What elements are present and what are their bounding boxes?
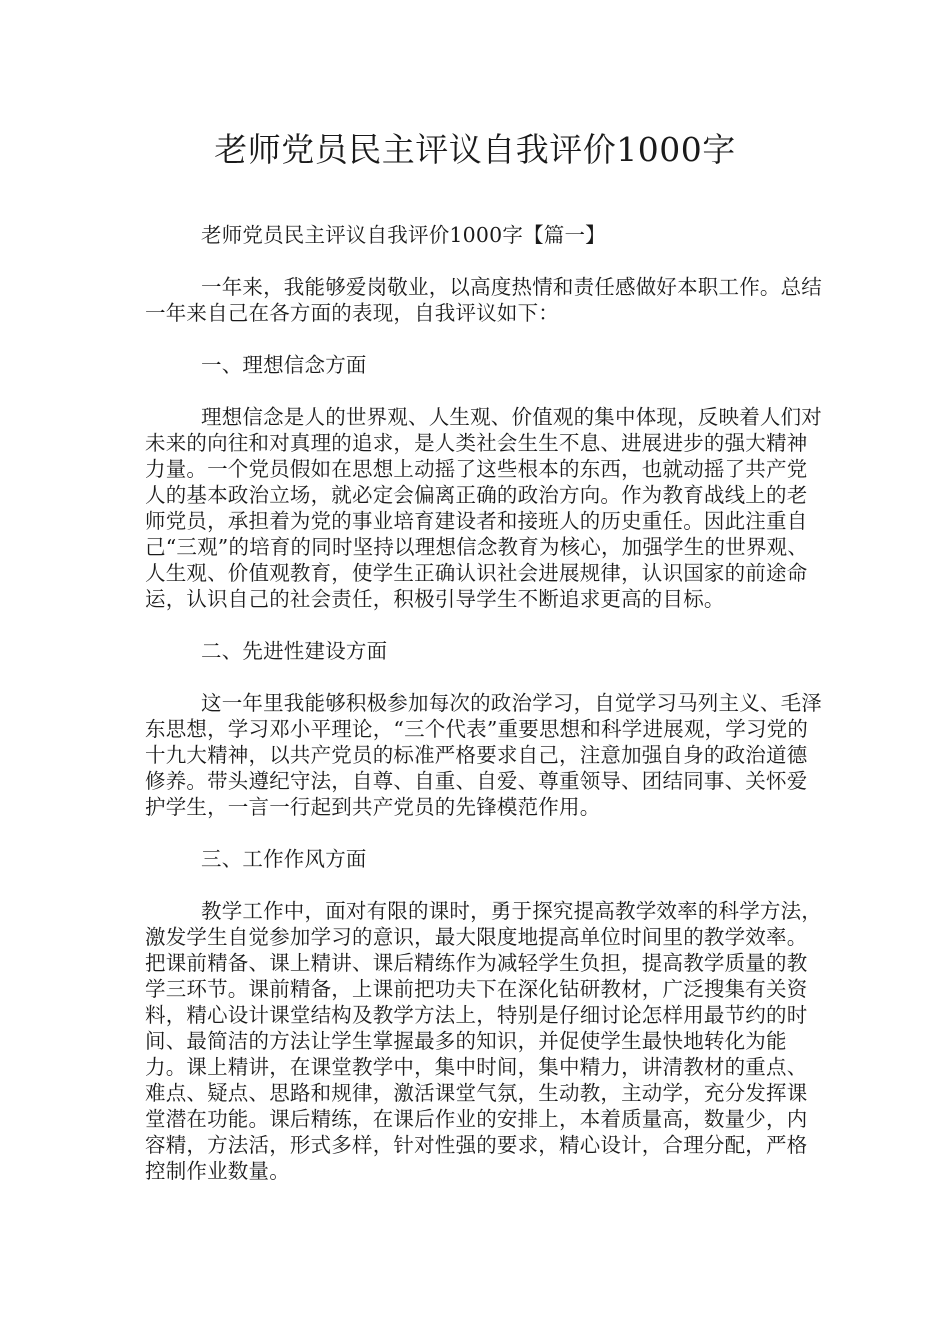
section-heading-1: 一、理想信念方面 [201, 353, 367, 377]
section-body-2: 这一年里我能够积极参加每次的政治学习，自觉学习马列主义、毛泽东思想，学习邓小平理论，“三个代表”重要思想和科学进展观，学习党的十九大精神，以共产党员的标准严格要求自己，注意加强自身的政治道德修养。带头遵纪守法，自尊、自重、自爱、尊重领导、团结同事、关怀爱护学生，一言一行起到共产党员的先锋模范作用。 [145, 691, 822, 819]
spacer [145, 248, 825, 274]
spacer [145, 820, 825, 846]
spacer [145, 612, 825, 638]
intro-paragraph: 一年来，我能够爱岗敬业，以高度热情和责任感做好本职工作。总结一年来自己在各方面的表现，自我评议如下： [145, 275, 822, 325]
spacer [145, 326, 825, 352]
spacer [145, 664, 825, 690]
spacer [145, 872, 825, 898]
document-body [145, 222, 825, 1184]
document-title: 老师党员民主评议自我评价1000字 [214, 130, 736, 169]
section-heading-3: 三、工作作风方面 [201, 847, 367, 871]
section-body-3: 教学工作中，面对有限的课时，勇于探究提高教学效率的科学方法，激发学生自觉参加学习的意识，最大限度地提高单位时间里的教学效率。把课前精备、课上精讲、课后精练作为减轻学生负担，提高教学质量的教学三环节。课前精备，上课前把功夫下在深化钻研教材，广泛搜集有关资料，精心设计课堂结构及教学方法上，特别是仔细讨论怎样用最节约的时间、最简洁的方法让学生掌握最多的知识，并促使学生最快地转化为能力。课上精讲，在课堂教学中，集中时间，集中精力，讲清教材的重点、难点、疑点、思路和规律，激活课堂气氛，生动教，主动学，充分发挥课堂潜在功能。课后精练，在课后作业的安排上，本着质量高，数量少，内容精，方法活，形式多样，针对性强的要求，精心设计，合理分配，严格控制作业数量。 [145, 899, 822, 1183]
article-subtitle: 老师党员民主评议自我评价1000字【篇一】 [201, 223, 606, 247]
section-heading-2: 二、先进性建设方面 [201, 639, 388, 663]
spacer [145, 378, 825, 404]
section-body-1: 理想信念是人的世界观、人生观、价值观的集中体现，反映着人们对未来的向往和对真理的追求，是人类社会生生不息、进展进步的强大精神力量。一个党员假如在思想上动摇了这些根本的东西，也就动摇了共产党人的基本政治立场，就必定会偏离正确的政治方向。作为教育战线上的老师党员，承担着为党的事业培育建设者和接班人的历史重任。因此注重自己“三观”的培育的同时坚持以理想信念教育为核心，加强学生的世界观、人生观、价值观教育，使学生正确认识社会进展规律，认识国家的前途命运，认识自己的社会责任，积极引导学生不断追求更高的目标。 [145, 405, 822, 611]
